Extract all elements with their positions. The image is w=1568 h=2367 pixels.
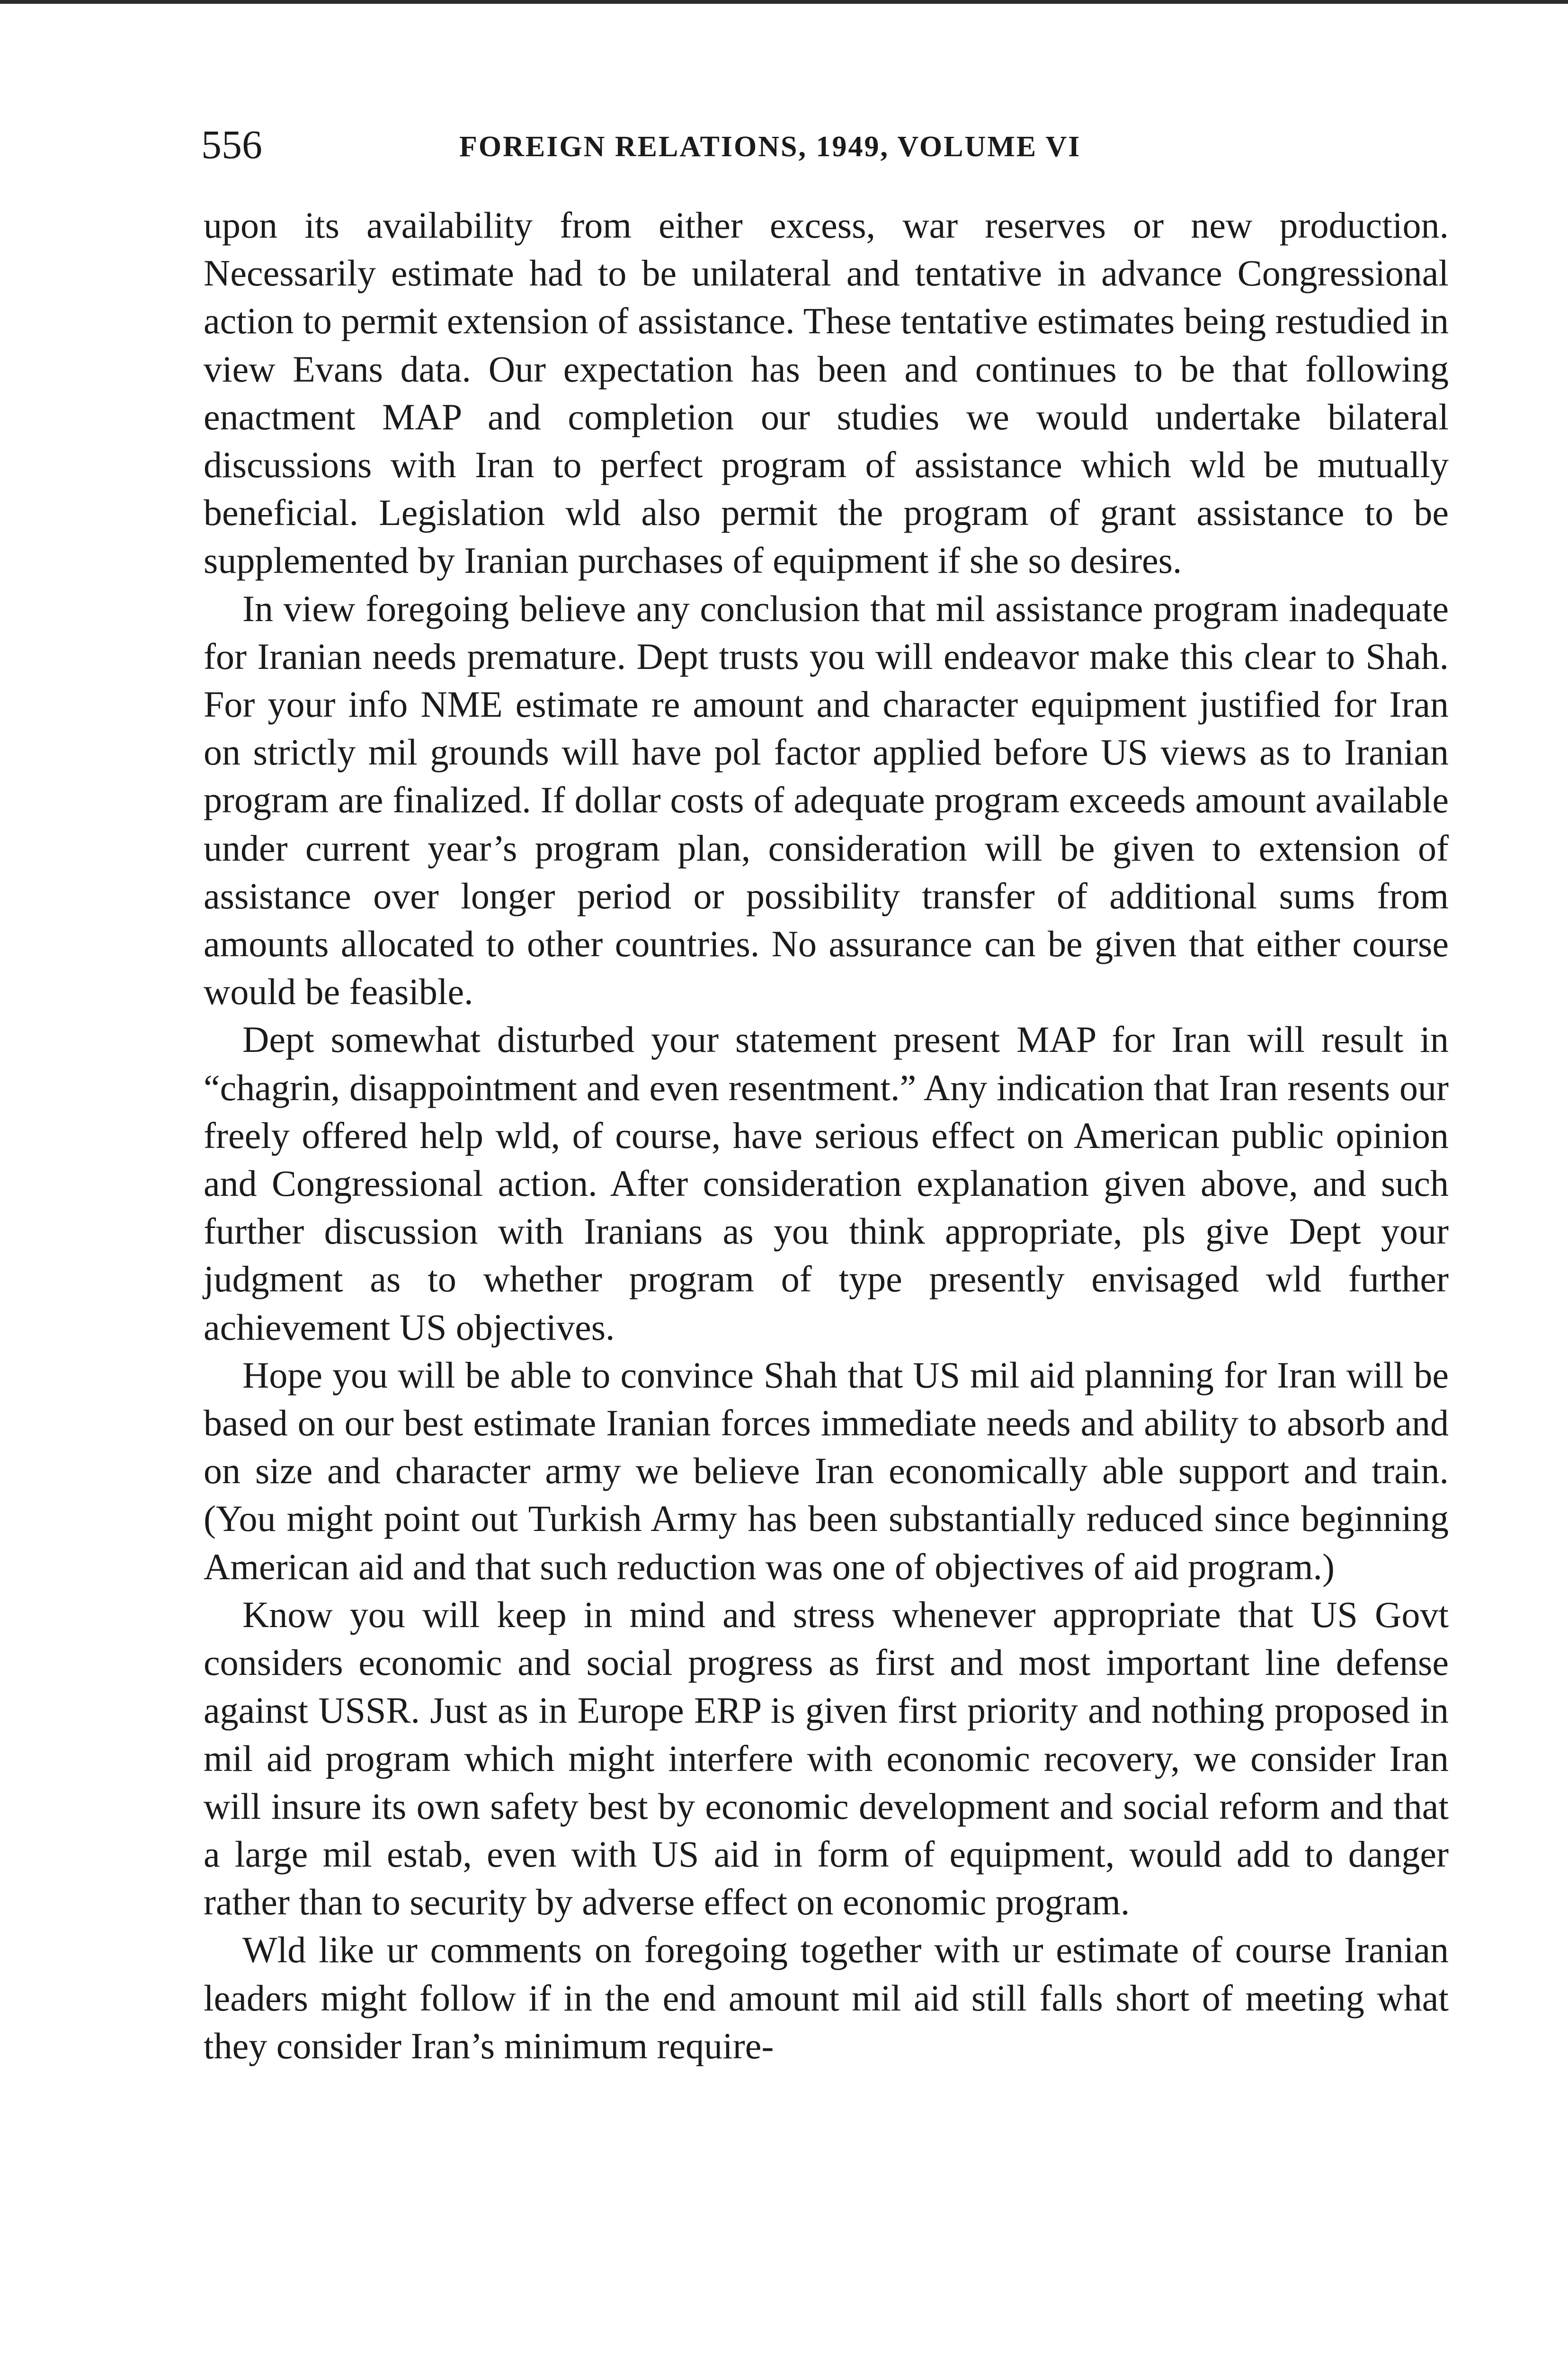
body-text <box>204 201 1449 2070</box>
paragraph-continued: upon its availability from either excess, war reserves or new production. Necessarily estimate had to be unilateral and tentative in advance Congressional action to permit extension of assistance. These tentative estimates being restudied in view Evans data. Our expectation has been and continues to be that following enactment MAP and completion our studies we would undertake bilateral discussions with Iran to perfect program of assistance which wld be mutually beneficial. Legislation wld also permit the program of grant assistance to be supplemented by Iranian purchases of equipment if she so desires. <box>204 205 1449 581</box>
paragraph: Know you will keep in mind and stress whenever appropriate that US Govt considers economic and social progress as first and most important line defense against USSR. Just as in Europe ERP is given first priority and nothing proposed in mil aid program which might interfere with economic recovery, we consider Iran will insure its own safety best by economic development and social reform and that a large mil estab, even with US aid in form of equipment, would add to danger rather than to security by adverse effect on economic program. <box>204 1593 1449 1923</box>
paragraph: In view foregoing believe any conclusion that mil assistance program inadequate for Iranian needs premature. Dept trusts you will endeavor make this clear to Shah. For your info NME estimate re amount and character equipment justified for Iran on strictly mil grounds will have pol factor applied before US views as to Iranian program are finalized. If dollar costs of adequate program exceeds amount available under current year’s program plan, consideration will be given to extension of assistance over longer period or possibility transfer of additional sums from amounts allocated to other countries. No assurance can be given that either course would be feasible. <box>204 587 1449 1013</box>
paragraph: Hope you will be able to convince Shah that US mil aid planning for Iran will be based on our best estimate Iranian forces immediate needs and ability to absorb and on size and character army we believe Iran economically able support and train. (You might point out Turkish Army has been substantially reduced since beginning American aid and that such reduction was one of objectives of aid program.) <box>204 1354 1449 1587</box>
paragraph: Wld like ur comments on foregoing together with ur estimate of course Iranian leaders might follow if in the end amount mil aid still falls short of meeting what they consider Iran’s minimum require- <box>204 1929 1449 2066</box>
paragraph: Dept somewhat disturbed your statement present MAP for Iran will result in “chagrin, disappointment and even resentment.” Any indication that Iran resents our freely offered help wld, of course, have serious effect on American public opinion and Congressional action. After consideration explanation given above, and such further discussion with Iranians as you think appropriate, pls give Dept your judgment as to whether program of type presently envisaged wld further achievement US objectives. <box>204 1019 1449 1348</box>
page-top-edge <box>0 0 1568 4</box>
page-header <box>201 121 1446 168</box>
page-number: 556 <box>201 122 262 167</box>
running-head: FOREIGN RELATIONS, 1949, VOLUME VI <box>459 131 1081 163</box>
